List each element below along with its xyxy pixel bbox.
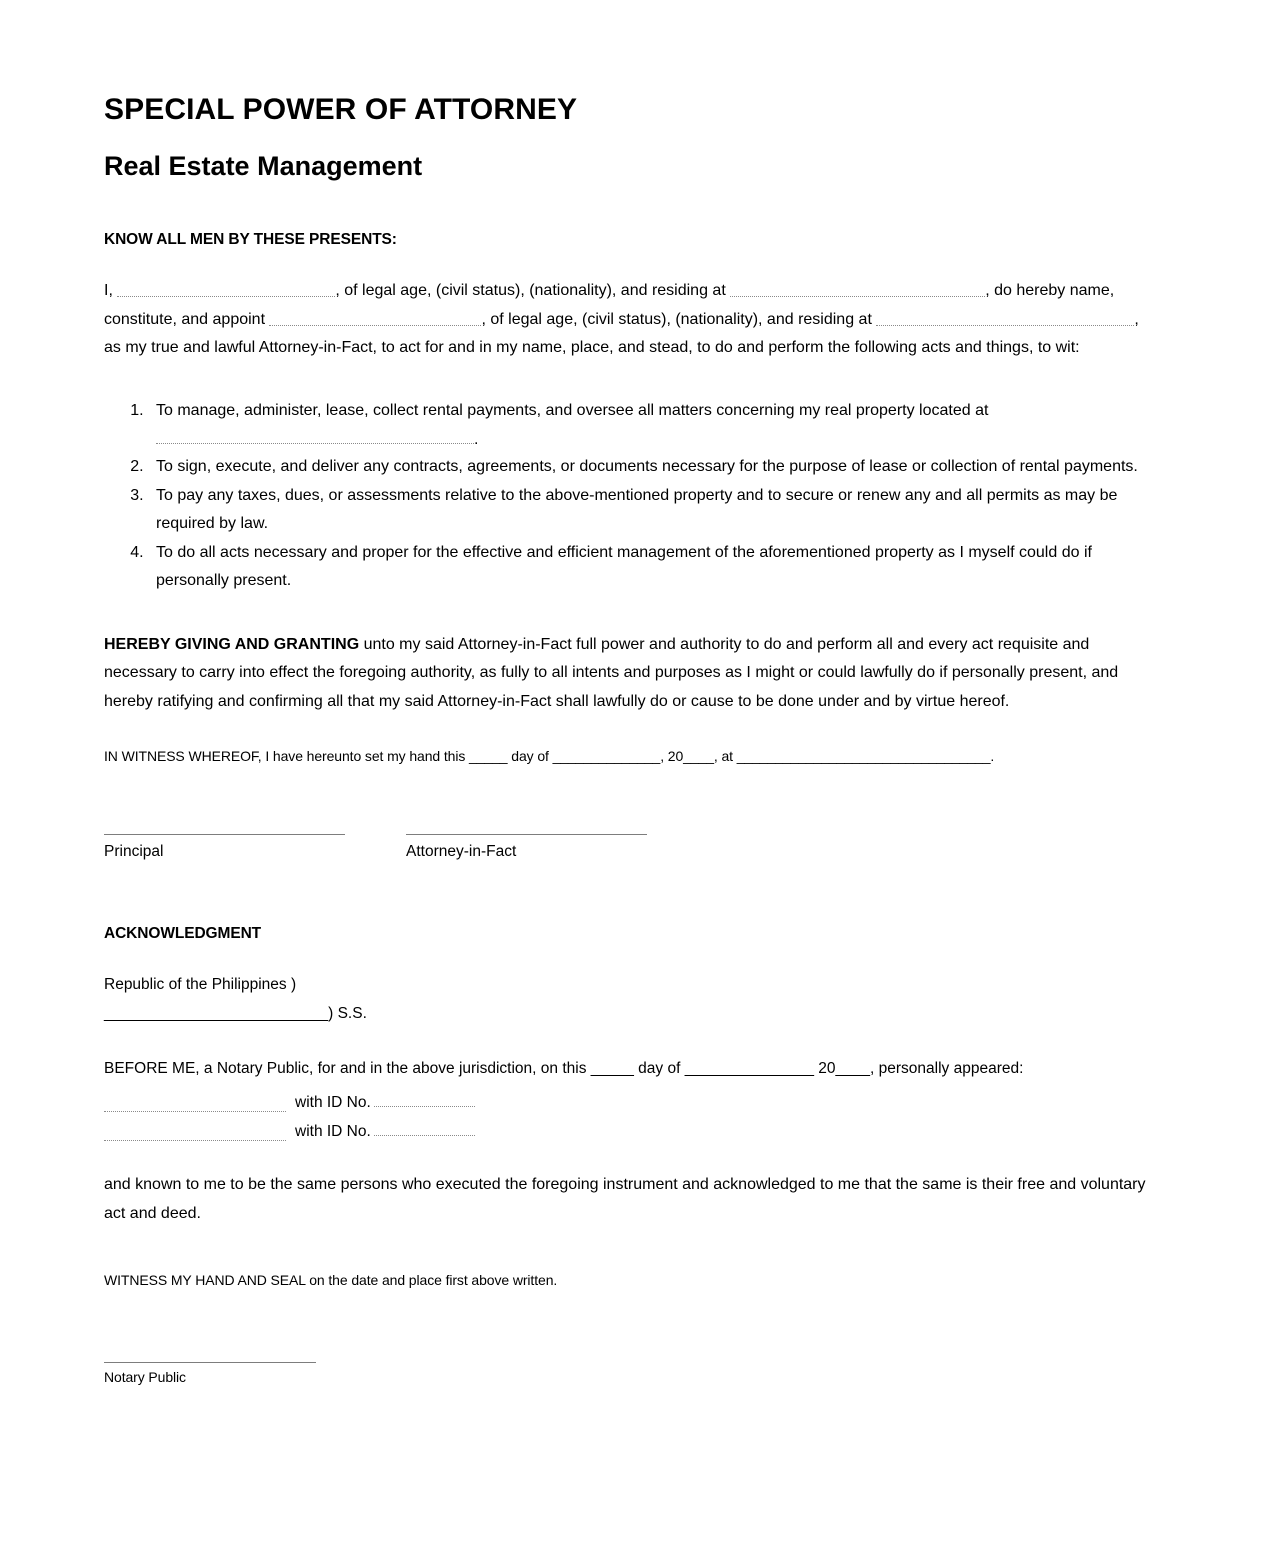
appearer-1-name-cell bbox=[104, 1083, 286, 1112]
property-address-blank[interactable] bbox=[156, 425, 474, 444]
appearer-2-name-blank[interactable] bbox=[104, 1114, 286, 1141]
granting-paragraph bbox=[104, 596, 1154, 717]
before-me-line: BEFORE ME, a Notary Public, for and in the above jurisdiction, on this _____ day of _______________ 20____, personally appeared: bbox=[104, 1060, 1024, 1078]
act-1-text: To manage, administer, lease, collect rental payments, and oversee all matters concerning my real property located at bbox=[156, 401, 989, 419]
list-item bbox=[148, 453, 1154, 482]
list-item bbox=[148, 482, 1154, 539]
attorney-signature-label: Attorney-in-Fact bbox=[406, 843, 517, 861]
principal-signature-label: Principal bbox=[104, 843, 164, 861]
know-all-men-heading: KNOW ALL MEN BY THESE PRESENTS: bbox=[104, 231, 397, 249]
granting-bold-lead: HEREBY GIVING AND GRANTING bbox=[104, 635, 360, 653]
appearers-id-table bbox=[104, 1083, 475, 1141]
list-item bbox=[148, 397, 1154, 454]
appearer-1-id-blank[interactable] bbox=[374, 1091, 475, 1107]
preamble-line2-prefix: constitute, and appoint bbox=[104, 310, 266, 328]
acknowledgment-section bbox=[104, 865, 1154, 1388]
attorney-address-blank[interactable] bbox=[876, 308, 1134, 326]
preamble-line3: as my true and lawful Attorney-in-Fact, to act for and in my name, place, and stead, to do and perform the following acts and things, to wit: bbox=[104, 339, 1080, 357]
witness-seal-line: WITNESS MY HAND AND SEAL on the date and place first above written. bbox=[104, 1272, 558, 1289]
ss-line: __________________________) S.S. bbox=[104, 1005, 367, 1023]
list-item bbox=[148, 539, 1154, 596]
act-3-text: To pay any taxes, dues, or assessments relative to the above-mentioned property and to secure or renew any and all permits as may be required by law. bbox=[156, 486, 1118, 533]
notary-signature-block bbox=[104, 1306, 1154, 1388]
page-subtitle: Real Estate Management bbox=[104, 151, 423, 182]
act-2-text: To sign, execute, and deliver any contracts, agreements, or documents necessary for the purpose of lease or collection of rental payments. bbox=[156, 458, 1138, 476]
attorney-name-blank[interactable] bbox=[269, 308, 481, 326]
appearer-2-id-cell bbox=[286, 1112, 475, 1141]
principal-signature-block bbox=[104, 834, 406, 865]
preamble-line1-tail: , do hereby name, bbox=[985, 282, 1115, 300]
granting-body: unto my said Attorney-in-Fact full power and authority to do and perform all and every act requisite and necessary to carry into effect the foregoing authority, as fully to all intents and purposes as I might or could lawfully do if personally present, and hereby ratifying and confirming all that my said Attorney-in-Fact shall lawfully do or cause to be done under and by virtue hereof. bbox=[104, 635, 1119, 710]
appearer-2-name-cell bbox=[104, 1112, 286, 1141]
appearer-1-id-label: with ID No. bbox=[295, 1094, 371, 1112]
principal-name-blank[interactable] bbox=[117, 279, 335, 297]
preamble-line1-prefix: I, bbox=[104, 282, 113, 300]
acts-list bbox=[104, 363, 1154, 596]
preamble-line2-tail: , bbox=[1134, 310, 1139, 328]
witness-clause: IN WITNESS WHEREOF, I have hereunto set my hand this _____ day of ______________, 20____, at _________________________________. bbox=[104, 748, 995, 765]
appearer-1-name-blank[interactable] bbox=[104, 1085, 286, 1112]
preamble-line2-mid: , of legal age, (civil status), (nationality), and residing at bbox=[481, 310, 872, 328]
republic-line: Republic of the Philippines ) bbox=[104, 976, 297, 994]
act-1-blank-line bbox=[156, 425, 1154, 453]
preamble-paragraph bbox=[104, 249, 1154, 363]
table-row bbox=[104, 1083, 475, 1112]
preamble-line1-mid: , of legal age, (civil status), (nationality), and residing at bbox=[335, 282, 726, 300]
signature-row bbox=[104, 768, 1154, 865]
act-1-blank-trailing: . bbox=[474, 431, 479, 449]
appearer-1-id-cell bbox=[286, 1083, 475, 1112]
page-title: SPECIAL POWER OF ATTORNEY bbox=[104, 93, 578, 126]
table-row bbox=[104, 1112, 475, 1141]
known-to-me-paragraph: and known to me to be the same persons who executed the foregoing instrument and acknowledged to me that the same is their free and voluntary act and deed. bbox=[104, 1176, 1146, 1222]
appearer-2-id-label: with ID No. bbox=[295, 1123, 371, 1141]
appearer-2-id-blank[interactable] bbox=[374, 1120, 475, 1136]
notary-signature-label: Notary Public bbox=[104, 1369, 186, 1386]
acknowledgment-heading: ACKNOWLEDGMENT bbox=[104, 925, 262, 943]
principal-address-blank[interactable] bbox=[730, 279, 985, 297]
attorney-signature-block bbox=[406, 834, 708, 865]
document-content bbox=[104, 0, 1154, 1388]
act-4-text: To do all acts necessary and proper for the effective and efficient management of the aforementioned property as I myself could do if personally present. bbox=[156, 543, 1092, 590]
